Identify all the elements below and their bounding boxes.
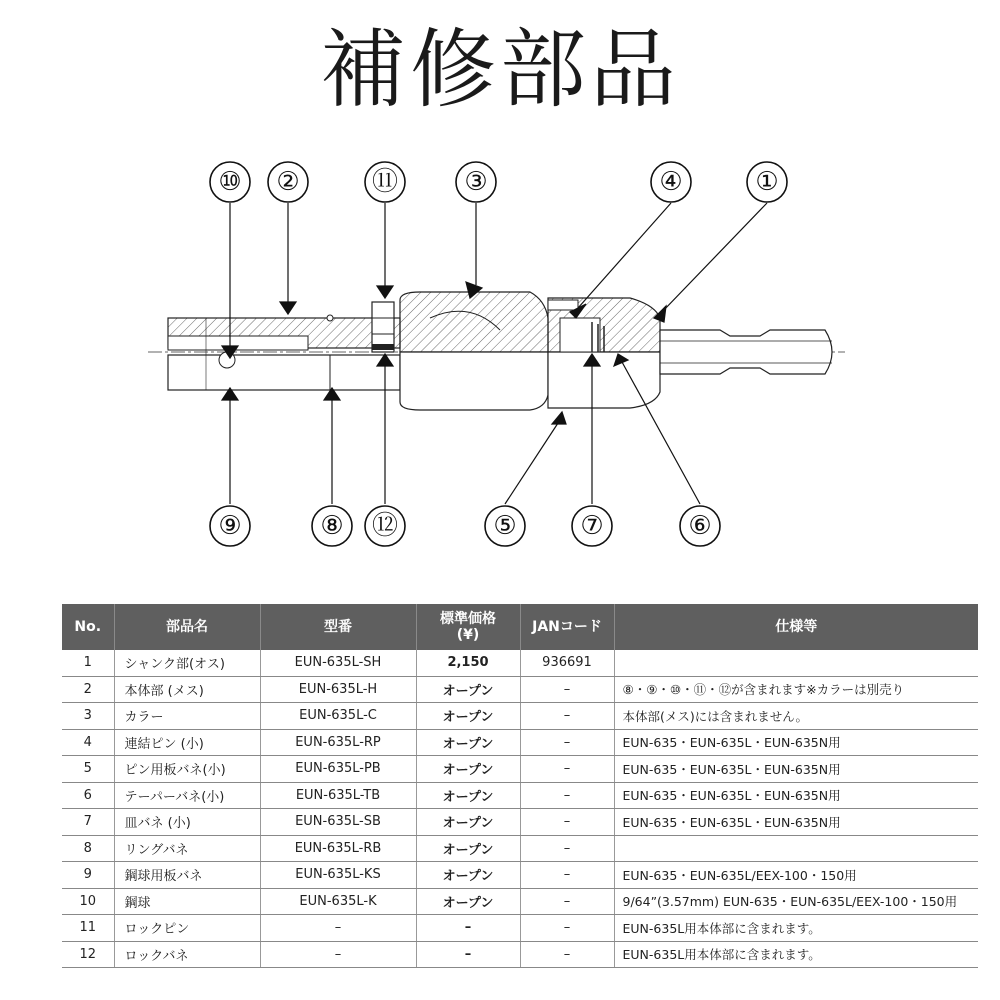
callout-11 <box>365 162 405 202</box>
cell-price: – <box>416 941 520 968</box>
cell-spec: ⑧・⑨・⑩・⑪・⑫が含まれます※カラーは別売り <box>614 676 978 703</box>
callout-10 <box>210 162 250 202</box>
header-price-line2: (¥) <box>456 627 480 643</box>
cell-jan: – <box>520 835 614 862</box>
cell-no: 7 <box>62 809 114 836</box>
cell-name: 鋼球 <box>114 888 260 915</box>
cell-name: ロックバネ <box>114 941 260 968</box>
callout-6-label: ⑥ <box>688 511 712 541</box>
cell-no: 4 <box>62 729 114 756</box>
cell-price: オープン <box>416 809 520 836</box>
cell-price: オープン <box>416 676 520 703</box>
cell-model: EUN-635L-SH <box>260 650 416 676</box>
cell-spec <box>614 650 978 676</box>
table-row <box>62 835 978 862</box>
callout-4-label: ④ <box>659 167 683 197</box>
cell-jan: – <box>520 941 614 968</box>
callout-5-label: ⑤ <box>493 511 517 541</box>
cell-jan: 936691 <box>520 650 614 676</box>
callout-11-label: ⑪ <box>371 167 399 197</box>
cell-no: 11 <box>62 915 114 942</box>
cell-price: オープン <box>416 888 520 915</box>
callout-9-label: ⑨ <box>218 511 242 541</box>
male-shank <box>548 298 660 408</box>
callout-5 <box>485 506 525 546</box>
callout-3-label: ③ <box>464 167 488 197</box>
cell-price: – <box>416 915 520 942</box>
cell-name: 鋼球用板バネ <box>114 862 260 889</box>
table-row <box>62 782 978 809</box>
header-price <box>416 604 520 650</box>
cell-price: オープン <box>416 782 520 809</box>
table-header-row <box>62 604 978 650</box>
cell-model: EUN-635L-PB <box>260 756 416 783</box>
cell-name: 連結ピン (小) <box>114 729 260 756</box>
cell-name: カラー <box>114 703 260 730</box>
cell-model: EUN-635L-RP <box>260 729 416 756</box>
callout-8-label: ⑧ <box>320 511 344 541</box>
table-row <box>62 650 978 676</box>
cell-no: 9 <box>62 862 114 889</box>
cell-price: オープン <box>416 862 520 889</box>
callout-6 <box>680 506 720 546</box>
cell-name: ロックピン <box>114 915 260 942</box>
cell-spec: EUN-635・EUN-635L・EUN-635N用 <box>614 782 978 809</box>
callout-8 <box>312 506 352 546</box>
cell-model: EUN-635L-KS <box>260 862 416 889</box>
cell-jan: – <box>520 756 614 783</box>
cell-no: 12 <box>62 941 114 968</box>
cell-jan: – <box>520 809 614 836</box>
page-title: 補修部品 <box>320 20 680 120</box>
cell-spec: 9/64”(3.57mm) EUN-635・EUN-635L/EEX-100・150用 <box>614 888 978 915</box>
cell-name: テーパーバネ(小) <box>114 782 260 809</box>
cell-jan: – <box>520 729 614 756</box>
cell-no: 1 <box>62 650 114 676</box>
cell-model: EUN-635L-K <box>260 888 416 915</box>
table-row <box>62 862 978 889</box>
cell-no: 8 <box>62 835 114 862</box>
cell-spec: EUN-635L用本体部に含まれます。 <box>614 915 978 942</box>
cell-no: 10 <box>62 888 114 915</box>
cell-name: ピン用板バネ(小) <box>114 756 260 783</box>
header-name: 部品名 <box>114 604 260 650</box>
table-row <box>62 703 978 730</box>
cell-price: オープン <box>416 703 520 730</box>
cell-name: 本体部 (メス) <box>114 676 260 703</box>
callout-1 <box>747 162 787 202</box>
cell-model: – <box>260 941 416 968</box>
cell-no: 2 <box>62 676 114 703</box>
header-spec: 仕様等 <box>614 604 978 650</box>
table-row <box>62 915 978 942</box>
cell-jan: – <box>520 703 614 730</box>
cell-jan: – <box>520 915 614 942</box>
header-jan: JANコード <box>520 604 614 650</box>
cell-no: 3 <box>62 703 114 730</box>
cell-model: EUN-635L-SB <box>260 809 416 836</box>
cell-spec: EUN-635L用本体部に含まれます。 <box>614 941 978 968</box>
parts-table <box>62 604 978 968</box>
table-body <box>62 650 978 968</box>
cell-model: – <box>260 915 416 942</box>
cell-model: EUN-635L-H <box>260 676 416 703</box>
cell-name: シャンク部(オス) <box>114 650 260 676</box>
callout-9 <box>210 506 250 546</box>
cell-name: リングバネ <box>114 835 260 862</box>
cell-spec: 本体部(メス)には含まれません。 <box>614 703 978 730</box>
header-model: 型番 <box>260 604 416 650</box>
callout-12 <box>365 506 405 546</box>
callout-3 <box>456 162 496 202</box>
header-price-line1: 標準価格 <box>440 611 496 627</box>
callout-4 <box>651 162 691 202</box>
cell-model: EUN-635L-C <box>260 703 416 730</box>
cell-model: EUN-635L-TB <box>260 782 416 809</box>
female-body <box>168 315 400 390</box>
cell-spec: EUN-635・EUN-635L・EUN-635N用 <box>614 729 978 756</box>
cell-spec: EUN-635・EUN-635L・EUN-635N用 <box>614 756 978 783</box>
cell-spec: EUN-635・EUN-635L・EUN-635N用 <box>614 809 978 836</box>
cell-name: 皿バネ (小) <box>114 809 260 836</box>
table-row <box>62 729 978 756</box>
callout-12-label: ⑫ <box>371 511 399 541</box>
cell-jan: – <box>520 888 614 915</box>
table-row <box>62 941 978 968</box>
callout-2-label: ② <box>276 167 300 197</box>
cell-jan: – <box>520 862 614 889</box>
cell-no: 6 <box>62 782 114 809</box>
table-row <box>62 809 978 836</box>
cell-jan: – <box>520 676 614 703</box>
callout-7 <box>572 506 612 546</box>
lock-pin <box>372 302 394 352</box>
cell-jan: – <box>520 782 614 809</box>
callout-2 <box>268 162 308 202</box>
cell-no: 5 <box>62 756 114 783</box>
callout-10-label: ⑩ <box>218 167 242 197</box>
collar <box>400 292 548 410</box>
table-row <box>62 676 978 703</box>
cell-price: 2,150 <box>416 650 520 676</box>
cell-model: EUN-635L-RB <box>260 835 416 862</box>
cell-spec <box>614 835 978 862</box>
cell-spec: EUN-635・EUN-635L/EEX-100・150用 <box>614 862 978 889</box>
callout-1-label: ① <box>755 167 779 197</box>
parts-diagram <box>0 150 1000 570</box>
header-no: No. <box>62 604 114 650</box>
callout-7-label: ⑦ <box>580 511 604 541</box>
table-row <box>62 888 978 915</box>
cell-price: オープン <box>416 835 520 862</box>
table-row <box>62 756 978 783</box>
cell-price: オープン <box>416 756 520 783</box>
cell-price: オープン <box>416 729 520 756</box>
hex-bit <box>660 330 832 374</box>
